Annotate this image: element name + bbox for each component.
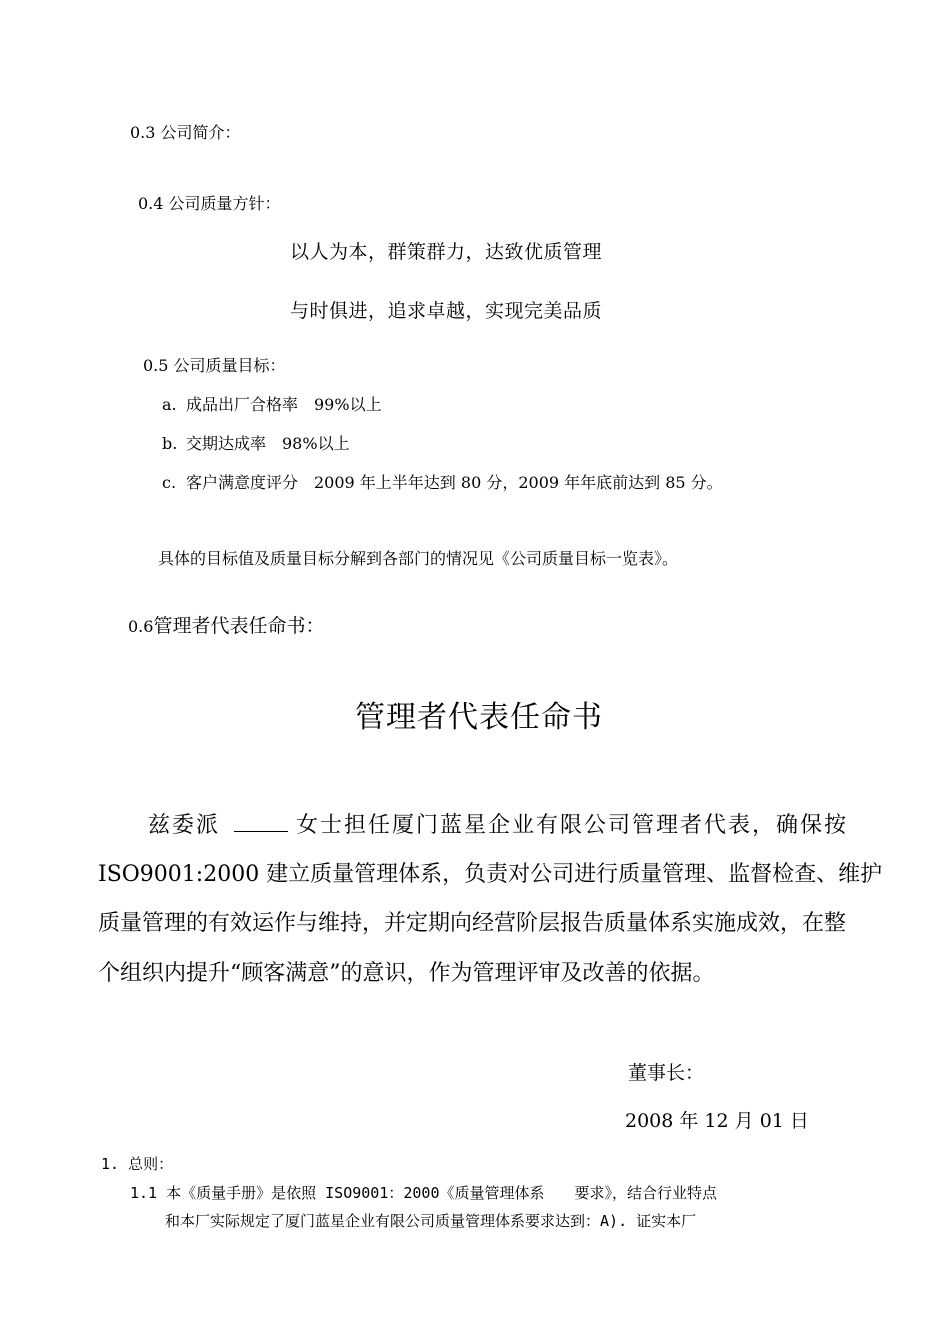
appointment-line-3: 质量管理的有效运作与维持，并定期向经营阶层报告质量体系实施成效，在整 — [98, 911, 847, 936]
general-heading: 1. 总则： — [101, 1155, 174, 1173]
goal-tag: a. — [162, 395, 177, 414]
general-line-1: 1.1 本《质量手册》是依照 ISO9001：2000《质量管理体系 要求》，结合行业特点 — [130, 1184, 717, 1202]
goal-tag: b. — [162, 434, 178, 453]
section-0-4-heading: 0.4 公司质量方针： — [138, 194, 281, 213]
appointment-line-4: 个组织内提升“顾客满意”的意识，作为管理评审及改善的依据。 — [98, 961, 715, 986]
goal-item — [162, 431, 350, 454]
section-0-6-heading — [128, 611, 324, 638]
signature-date: 2008 年 12 月 01 日 — [625, 1110, 809, 1132]
appointment-rest: 女士担任厦门蓝星企业有限公司管理者代表，确保按 — [296, 813, 849, 838]
goal-tag: c. — [162, 473, 177, 492]
section-number: 0.6 — [128, 617, 154, 636]
goal-item — [162, 392, 382, 415]
goal-text: 成品出厂合格率 99%以上 — [186, 395, 382, 414]
goal-text: 交期达成率 98%以上 — [186, 434, 350, 453]
appointment-line-2: ISO9001:2000 建立质量管理体系，负责对公司进行质量管理、监督检查、维护 — [98, 862, 883, 887]
appointment-prefix: 兹委派 — [148, 813, 221, 838]
goal-item — [162, 470, 723, 493]
section-0-3-heading: 0.3 公司简介： — [130, 123, 241, 142]
goals-note: 具体的目标值及质量目标分解到各部门的情况见《公司质量目标一览表》。 — [158, 549, 679, 568]
policy-line-1: 以人为本，群策群力，达致优质管理 — [290, 241, 603, 263]
general-line-2: 和本厂实际规定了厦门蓝星企业有限公司质量管理体系要求达到：A). 证实本厂 — [165, 1212, 697, 1230]
signature-label: 董事长： — [628, 1062, 705, 1084]
name-blank — [234, 811, 288, 832]
appointment-line-1 — [148, 808, 848, 839]
appointment-title: 管理者代表任命书 — [355, 700, 603, 735]
section-title: 管理者代表任命书： — [153, 615, 325, 637]
section-0-5-heading: 0.5 公司质量目标： — [143, 356, 286, 375]
policy-line-2: 与时俱进，追求卓越，实现完美品质 — [290, 300, 603, 322]
goal-text: 客户满意度评分 2009 年上半年达到 80 分，2009 年年底前达到 85 分。 — [186, 473, 723, 492]
